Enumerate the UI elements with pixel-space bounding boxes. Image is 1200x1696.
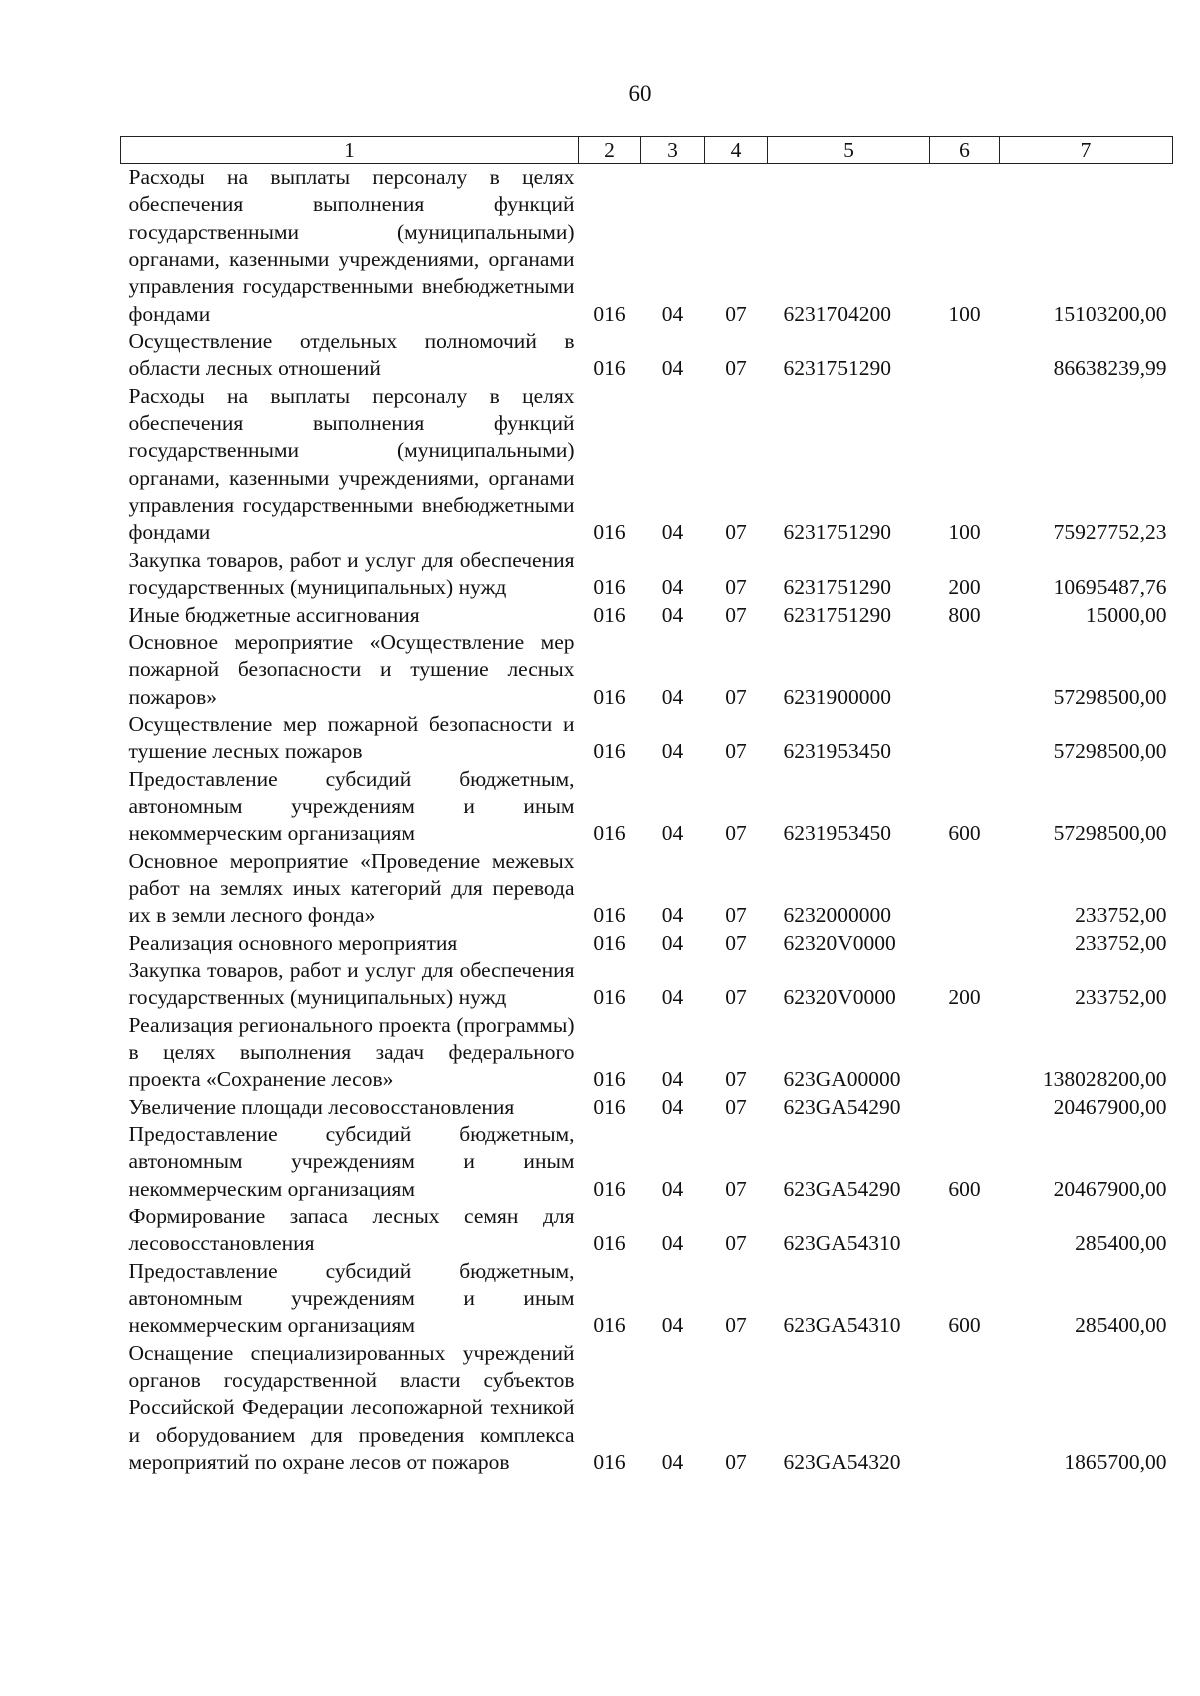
table-body: [121, 164, 1173, 1477]
table-row: [121, 1340, 1173, 1477]
row-section: 04: [661, 821, 684, 846]
header-col-5: 5: [768, 137, 930, 164]
row-amount: 10695487,76: [1053, 575, 1167, 600]
row-section: 04: [661, 520, 684, 545]
row-section: 04: [661, 1231, 684, 1256]
row-expense-type: [930, 711, 1000, 766]
row-expense-type: [930, 629, 1000, 711]
row-name: Расходы на выплаты персоналу в целях обеспечения выполнения функций государственными (муниципальными) органами, казенными учреждениями, органами управления государственными внебюджетными фондами: [128, 383, 575, 545]
row-target-code: 623GA54290: [783, 1176, 901, 1201]
row-expense-type: [930, 1012, 1000, 1094]
row-target-code: 6231900000: [783, 684, 891, 709]
row-chapter: 016: [593, 301, 626, 326]
row-target-code: 623GA00000: [783, 1067, 901, 1092]
row-target-code: 62320V0000: [783, 985, 896, 1010]
row-subsection: 07: [725, 821, 747, 846]
row-chapter: 016: [593, 739, 626, 764]
page-number: 60: [628, 81, 652, 106]
header-col-6: 6: [930, 137, 1000, 164]
row-subsection: 07: [725, 930, 747, 955]
row-target-code: 6231751290: [783, 520, 891, 545]
row-name: Реализация основного мероприятия: [128, 930, 458, 955]
row-expense-type: [930, 1203, 1000, 1258]
row-target-code: 6231751290: [783, 356, 891, 381]
row-expense-type: 600: [948, 1313, 981, 1338]
row-amount: 285400,00: [1075, 1313, 1167, 1338]
row-target-code: 623GA54320: [783, 1450, 901, 1475]
table-row: [121, 1203, 1173, 1258]
row-expense-type: [930, 930, 1000, 957]
table-row: [121, 957, 1173, 1012]
row-amount: 86638239,99: [1053, 356, 1167, 381]
row-amount: 138028200,00: [1042, 1067, 1167, 1092]
table-row: [121, 1012, 1173, 1094]
row-section: 04: [661, 301, 684, 326]
row-subsection: 07: [725, 1313, 747, 1338]
row-subsection: 07: [725, 985, 747, 1010]
row-subsection: 07: [725, 1176, 747, 1201]
row-amount: 1865700,00: [1064, 1450, 1167, 1475]
table-row: [121, 930, 1173, 957]
row-chapter: 016: [593, 1176, 626, 1201]
row-section: 04: [661, 1067, 684, 1092]
row-expense-type: 100: [948, 520, 981, 545]
row-chapter: 016: [593, 930, 626, 955]
table-header: [121, 137, 1173, 164]
row-expense-type: 200: [948, 985, 981, 1010]
row-expense-type: [930, 328, 1000, 383]
row-expense-type: [930, 1340, 1000, 1477]
row-amount: 15103200,00: [1053, 301, 1167, 326]
row-amount: 15000,00: [1085, 602, 1167, 627]
row-chapter: 016: [593, 1313, 626, 1338]
row-amount: 233752,00: [1075, 930, 1167, 955]
row-target-code: 6231953450: [783, 739, 891, 764]
row-subsection: 07: [725, 356, 747, 381]
row-name: Закупка товаров, работ и услуг для обеспечения государственных (муниципальных) нужд: [128, 957, 575, 1010]
row-amount: 233752,00: [1075, 903, 1167, 928]
row-subsection: 07: [725, 739, 747, 764]
row-section: 04: [661, 1450, 684, 1475]
row-name: Основное мероприятие «Осуществление мер пожарной безопасности и тушение лесных пожаров»: [128, 629, 575, 709]
table-row: [121, 766, 1173, 848]
row-subsection: 07: [725, 602, 747, 627]
row-subsection: 07: [725, 1231, 747, 1256]
row-chapter: 016: [593, 985, 626, 1010]
row-target-code: 62320V0000: [783, 930, 896, 955]
row-section: 04: [661, 985, 684, 1010]
table-row: [121, 547, 1173, 602]
row-amount: 285400,00: [1075, 1231, 1167, 1256]
row-section: 04: [661, 602, 684, 627]
row-target-code: 6231751290: [783, 602, 891, 627]
row-section: 04: [661, 903, 684, 928]
header-col-7: 7: [1000, 137, 1173, 164]
row-chapter: 016: [593, 1067, 626, 1092]
row-amount: 57298500,00: [1053, 821, 1167, 846]
row-name: Реализация регионального проекта (программы) в целях выполнения задач федерального проекта «Сохранение лесов»: [128, 1012, 575, 1092]
row-section: 04: [661, 739, 684, 764]
row-name: Основное мероприятие «Проведение межевых работ на землях иных категорий для перевода их в земли лесного фонда»: [128, 848, 575, 928]
row-name: Предоставление субсидий бюджетным, автономным учреждениям и иным некоммерческим организациям: [128, 766, 575, 846]
row-target-code: 6231953450: [783, 821, 891, 846]
header-row: [121, 137, 1173, 164]
row-expense-type: 800: [948, 602, 981, 627]
table-row: [121, 711, 1173, 766]
row-chapter: 016: [593, 1450, 626, 1475]
row-expense-type: [930, 1094, 1000, 1121]
row-amount: 20467900,00: [1053, 1176, 1167, 1201]
row-target-code: 6231704200: [783, 301, 891, 326]
row-section: 04: [661, 575, 684, 600]
row-chapter: 016: [593, 602, 626, 627]
row-subsection: 07: [725, 684, 747, 709]
row-target-code: 623GA54310: [783, 1313, 901, 1338]
budget-table: [120, 136, 1173, 1477]
row-target-code: 6232000000: [783, 903, 891, 928]
row-name: Расходы на выплаты персоналу в целях обеспечения выполнения функций государственными (муниципальными) органами, казенными учреждениями, органами управления государственными внебюджетными фондами: [128, 165, 575, 326]
table-row: [121, 1258, 1173, 1340]
row-subsection: 07: [725, 903, 747, 928]
row-target-code: 6231751290: [783, 575, 891, 600]
row-subsection: 07: [725, 1067, 747, 1092]
row-section: 04: [661, 1094, 684, 1119]
table-row: [121, 629, 1173, 711]
row-subsection: 07: [725, 1094, 747, 1119]
row-section: 04: [661, 930, 684, 955]
row-name: Предоставление субсидий бюджетным, автономным учреждениям и иным некоммерческим организациям: [128, 1258, 575, 1338]
row-name: Предоставление субсидий бюджетным, автономным учреждениям и иным некоммерческим организациям: [128, 1122, 575, 1201]
row-chapter: 016: [593, 821, 626, 846]
table-row: [121, 1094, 1173, 1121]
row-name: Закупка товаров, работ и услуг для обеспечения государственных (муниципальных) нужд: [128, 547, 575, 600]
row-chapter: 016: [593, 903, 626, 928]
row-name: Осуществление мер пожарной безопасности и тушение лесных пожаров: [128, 711, 575, 764]
row-name: Осуществление отдельных полномочий в области лесных отношений: [128, 329, 575, 381]
row-expense-type: 100: [948, 301, 981, 326]
row-target-code: 623GA54310: [783, 1231, 901, 1256]
row-chapter: 016: [593, 684, 626, 709]
row-section: 04: [661, 684, 684, 709]
row-amount: 75927752,23: [1053, 520, 1167, 545]
row-subsection: 07: [725, 301, 747, 326]
row-chapter: 016: [593, 1094, 626, 1119]
table-row: [121, 383, 1173, 547]
row-name: Оснащение специализированных учреждений органов государственной власти субъектов Российской Федерации лесопожарной техникой и оборудованием для проведения комплекса мероприятий по охране лесов от пожаров: [128, 1340, 575, 1475]
row-amount: 57298500,00: [1053, 684, 1167, 709]
row-chapter: 016: [593, 520, 626, 545]
row-subsection: 07: [725, 575, 747, 600]
row-chapter: 016: [593, 1231, 626, 1256]
row-section: 04: [661, 1313, 684, 1338]
row-chapter: 016: [593, 356, 626, 381]
row-expense-type: [930, 848, 1000, 930]
row-amount: 20467900,00: [1053, 1094, 1167, 1119]
row-section: 04: [661, 1176, 684, 1201]
row-name: Формирование запаса лесных семян для лесовосстановления: [128, 1204, 575, 1256]
row-subsection: 07: [725, 520, 747, 545]
row-expense-type: 600: [948, 1176, 981, 1201]
row-name: Увеличение площади лесовосстановления: [128, 1094, 515, 1119]
header-col-3: 3: [641, 137, 705, 164]
header-col-2: 2: [579, 137, 641, 164]
row-target-code: 623GA54290: [783, 1094, 901, 1119]
table-row: [121, 328, 1173, 383]
header-col-1: 1: [121, 137, 579, 164]
row-name: Иные бюджетные ассигнования: [128, 602, 420, 627]
row-expense-type: 600: [948, 821, 981, 846]
row-amount: 233752,00: [1075, 985, 1167, 1010]
table-row: [121, 1121, 1173, 1203]
row-chapter: 016: [593, 575, 626, 600]
row-subsection: 07: [725, 1450, 747, 1475]
header-col-4: 4: [705, 137, 768, 164]
row-amount: 57298500,00: [1053, 739, 1167, 764]
table-row: [121, 602, 1173, 629]
table-row: [121, 848, 1173, 930]
row-section: 04: [661, 356, 684, 381]
table-row: [121, 164, 1173, 329]
row-expense-type: 200: [948, 575, 981, 600]
